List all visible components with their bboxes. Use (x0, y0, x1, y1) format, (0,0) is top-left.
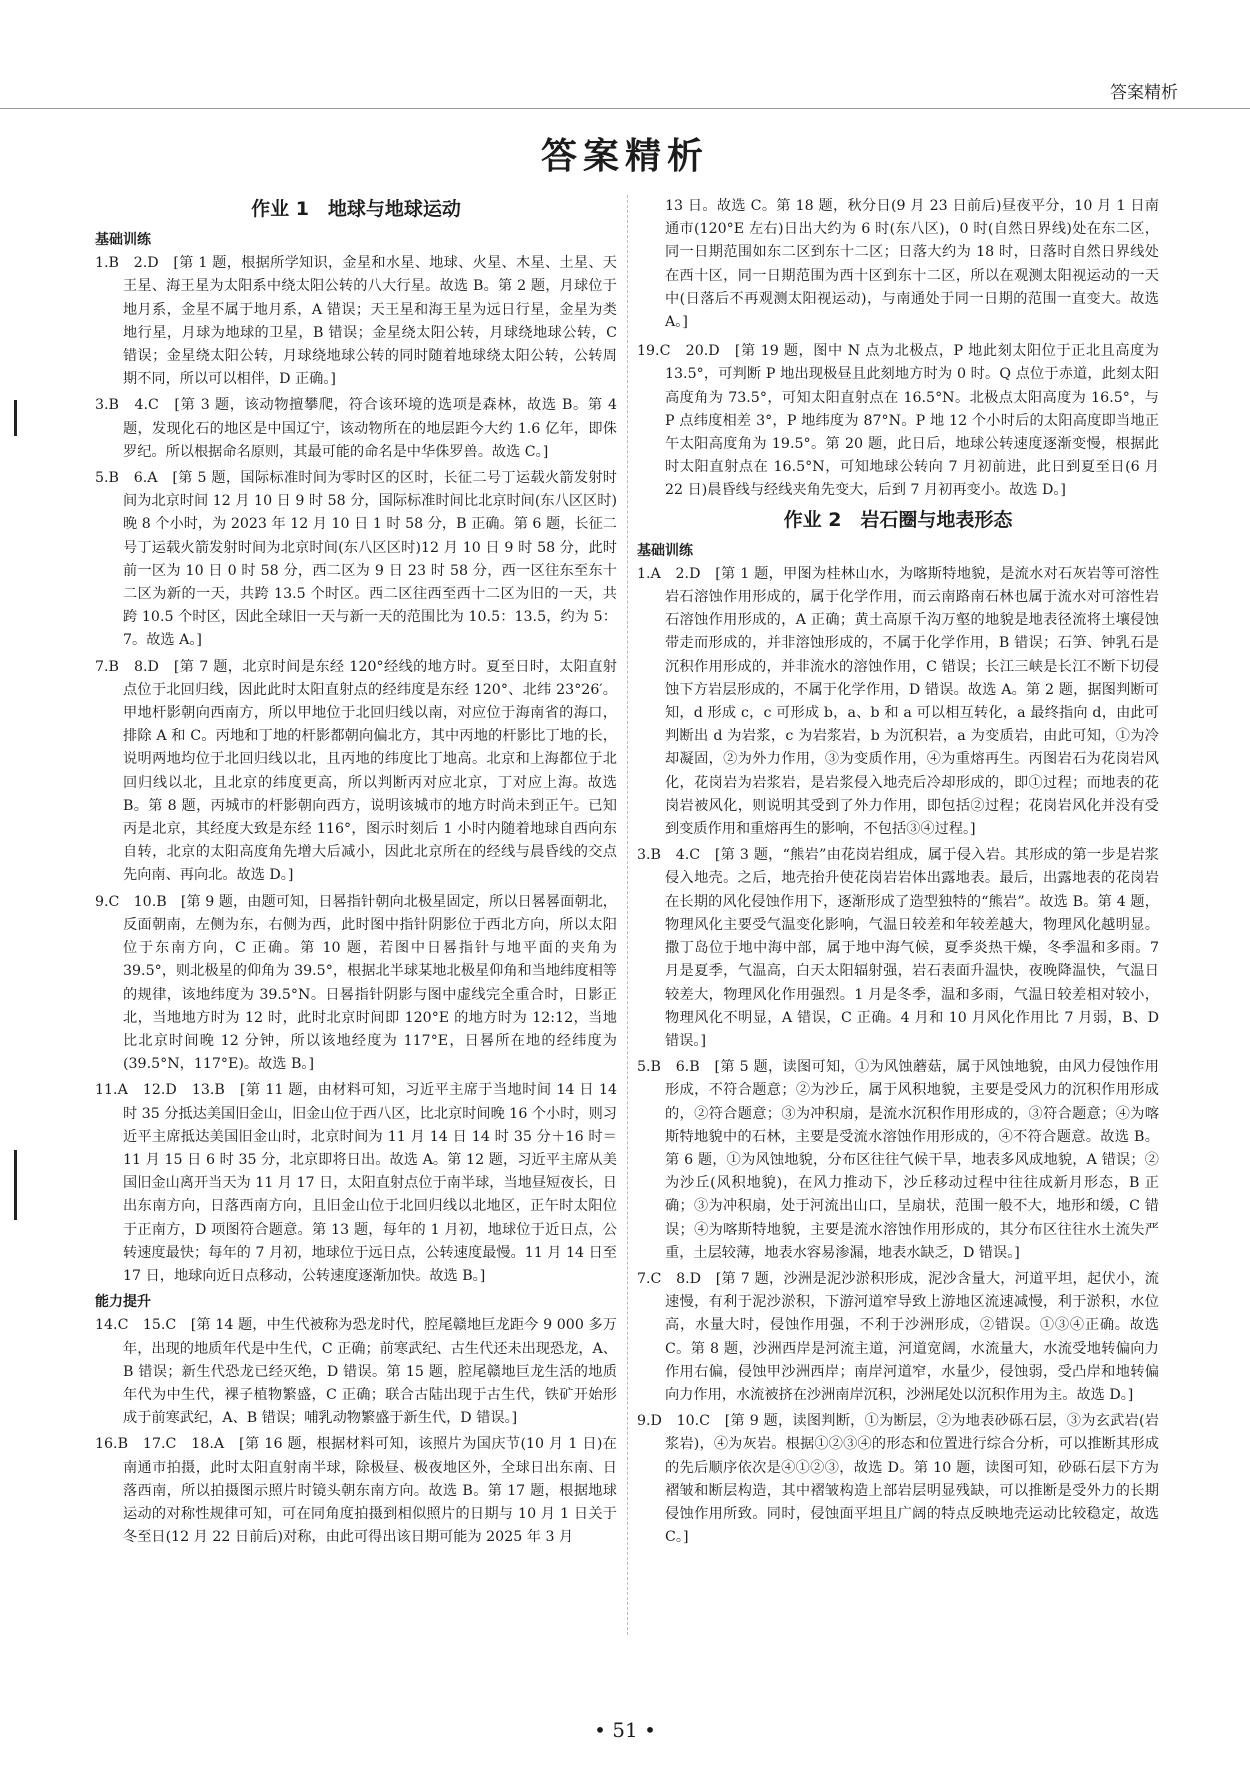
right-column (637, 195, 1159, 1552)
answer-item: 19.C 20.D [第 19 题，图中 N 点为北极点，P 地此刻太阳位于正北且高度为 13.5°，可判断 P 地出现极昼且此刻地方时为 0 时。Q 点位于赤道，此刻太阳高度角为 73.5°，可知太阳直射点在 16.5°N。北极点太阳高度为 16.5°，与 P 点纬度相差 3°，P 地纬度为 87°N。P 地 12 个小时后的太阳高度即当地正午太阳高度角为 19.5°。第 20 题，此日后，地球公转速度逐渐变慢，根据此时太阳直射点在 16.5°N，可知地球公转向 7 月初前进，此日到夏至日(6 月 22 日)晨昏线与经线夹角先变大，后到 7 月初再变小。故选 D。] (637, 343, 1159, 499)
subsection-label-advanced: 能力提升 (95, 1294, 151, 1311)
page-number: • 51 • (594, 1718, 656, 1742)
subsection-label-basic: 基础训练 (637, 542, 693, 559)
section-title-homework-2: 作业 2 岩石圈与地表形态 (783, 508, 1013, 531)
header-rule (0, 108, 1250, 109)
column-divider (627, 195, 628, 1635)
section-title-homework-1: 作业 1 地球与地球运动 (251, 198, 461, 220)
running-header: 答案精析 (1110, 83, 1178, 103)
subsection-label-basic: 基础训练 (95, 232, 151, 248)
answer-item: 1.A 2.D [第 1 题，甲图为桂林山水，为喀斯特地貌，是流水对石灰岩等可溶性岩石溶蚀作用形成的，属于化学作用，而云南路南石林也属于流水对可溶性岩石溶蚀作用形成的，A 正确；黄土高原千沟万壑的地貌是地表径流将土壤侵蚀带走而形成的，并非溶蚀形成的，不属于化学作用，B 错误；石笋、钟乳石是沉积作用形成的，并非流水的溶蚀作用，C 错误；长江三峡是长江不断下切侵蚀下方岩层形成的，不属于化学作用，D 错误。故选 A。第 2 题，据图判断可知，d 形成 c，c 可形成 b，a、b 和 a 可以相互转化，a 最终指向 d，由此可判断出 d 为岩浆，c 为岩浆岩，b 为沉积岩，a 为变质岩，由此可知，①为冷却凝固，②为外力作用，③为变质作用，④为重熔再生。丙图岩石为花岗岩风化，花岗岩为岩浆岩，是岩浆侵入地壳后冷却形成的，即①过程；而地表的花岗岩被风化，则说明其受到了外力作用，即包括②过程；花岗岩风化并没有受到变质作用和重熔再生的影响，不包括③④过程。] (637, 565, 1159, 838)
binding-mark (14, 1150, 17, 1220)
answer-item: 7.C 8.D [第 7 题，沙洲是泥沙淤积形成，泥沙含量大，河道平坦，起伏小，流速慢，有利于泥沙淤积，下游河道窄导致上游地区流速减慢，利于淤积，水位高，水量大时，侵蚀作用强，不利于沙洲形成，②错误。①③④正确。故选 C。第 8 题，沙洲西岸是河流主道，河道宽阔，水流量大，水流受地转偏向力作用右偏，侵蚀甲沙洲西岸；南岸河道窄，水量少，侵蚀弱，受凸岸和地转偏向力作用，水流被挤在沙洲南岸沉积，沙洲尾处以沉积作用为主。故选 D。] (637, 1270, 1159, 1403)
answer-item: 5.B 6.A [第 5 题，国际标准时间为零时区的区时，长征二号丁运载火箭发射时间为北京时间 12 月 10 日 9 时 58 分，国际标准时间比北京时间(东八区区时)晚 8 个小时，为 2023 年 12 月 10 日 1 时 58 分，B 正确。第 6 题，长征二号丁运载火箭发射时间为北京时间(东八区区时)12 月 10 日 9 时 58 分，此时前一区为 10 日 0 时 58 分，西二区为 9 日 23 时 58 分，西一区往东至东十二区为新的一天，共跨 13.5 个时区。西二区往西至西十二区为旧的一天，共跨 10.5 个时区，因此全球旧一天与新一天的范围比为 10.5：13.5，约为 5：7。故选 A。] (95, 470, 617, 649)
answer-item: 14.C 15.C [第 14 题，中生代被称为恐龙时代，腔尾赣地巨龙距今 9 000 多万年，出现的地质年代是中生代，C 正确；前寒武纪、古生代还未出现恐龙，A、B 错误；新生代恐龙已经灭绝，D 错误。第 15 题，腔尾赣地巨龙生活的地质年代为中生代，裸子植物繁盛，C 正确；联合古陆出现于古生代，铁矿开始形成于前寒武纪，A、B 错误；哺乳动物繁盛于新生代，D 错误。] (95, 1317, 617, 1427)
answer-item: 9.C 10.B [第 9 题，由题可知，日晷指针朝向北极星固定，所以日晷晷面朝北，反面朝南，左侧为东，右侧为西，此时图中指针阴影位于西北方向，所以太阳位于东南方向，C 正确。第 10 题，若图中日晷指针与地平面的夹角为 39.5°，则北极星的仰角为 39.5°，根据北半球某地北极星仰角和当地纬度相等的规律，该地纬度为 39.5°N。日晷指针阴影与图中虚线完全重合时，日影正北，当地地方时为 12 时，此时北京时间即 120°E 的地方时为 12:12，当地比北京时间晚 12 分钟，所以该地经度为 117°E，日晷所在地的经纬度为(39.5°N，117°E)。故选 B。] (95, 893, 617, 1073)
answer-item: 11.A 12.D 13.B [第 11 题，由材料可知，习近平主席于当地时间 14 日 14 时 35 分抵达美国旧金山，旧金山位于西八区，比北京时间晚 16 个小时，则习近平主席抵达美国旧金山时，北京时间为 11 月 14 日 14 时 35 分＋16 时＝11 月 15 日 6 时 35 分，北京即将日出。故选 A。第 12 题，习近平主席从美国旧金山离开当天为 11 月 17 日，太阳直射点位于南半球，当地昼短夜长，日出东南方向，日落西南方向，且旧金山位于北回归线以北地区，正午时太阳位于正南方，D 项图符合题意。第 13 题，每年的 1 月初，地球位于近日点，公转速度最快；每年的 7 月初，地球位于远日点，公转速度最慢。11 月 14 日至 17 日，地球向近日点移动，公转速度逐渐加快。故选 B。] (95, 1082, 617, 1284)
answer-item: 7.B 8.D [第 7 题，北京时间是东经 120°经线的地方时。夏至日时，太阳直射点位于北回归线，因此此时太阳直射点的经纬度是东经 120°、北纬 23°26′。甲地杆影朝向西南方，所以甲地位于北回归线以南，对应位于海南省的海口，排除 A 和 C。丙地和丁地的杆影都朝向偏北方，其中丙地的杆影比丁地的长，说明两地均位于北回归线以北，且丙地的纬度比丁地高。北京和上海都位于北回归线以北，且北京的纬度更高，所以判断丙对应北京，丁对应上海。故选 B。第 8 题，丙城市的杆影朝向西方，说明该城市的地方时尚未到正午。已知丙是北京，其经度大致是东经 116°，图示时刻后 1 小时内随着地球自西向东自转，北京的太阳高度角先增大后减小，因此北京所在的经线与晨昏线的交点先向南、再向北。故选 D。] (95, 658, 617, 884)
binding-mark (14, 400, 17, 436)
answer-item: 5.B 6.B [第 5 题，读图可知，①为风蚀蘑菇，属于风蚀地貌，由风力侵蚀作用形成，不符合题意；②为沙丘，属于风积地貌，主要是受风力的沉积作用形成的，②符合题意；③为冲积扇，是流水沉积作用形成的，③符合题意；④为喀斯特地貌中的石林，主要是受流水溶蚀作用形成的，④不符合题意。故选 B。第 6 题，①为风蚀地貌，分布区往往气候干旱，地表多风成地貌，A 错误；②为沙丘(风积地貌)，在风力推动下，沙丘移动过程中往往成新月形态，B 正确；③为冲积扇，处于河流出山口，呈扇状，范围一般不大，地形和缓，C 错误；④为喀斯特地貌，主要是流水溶蚀作用形成的，其分布区往往水土流失严重，土层较薄，地表水容易渗漏，地表水缺乏，D 错误。] (637, 1059, 1159, 1261)
answer-item: 16.B 17.C 18.A [第 16 题，根据材料可知，该照片为国庆节(10 月 1 日)在南通市拍摄，此时太阳直射南半球，除极昼、极夜地区外，全球日出东南、日落西南，所以拍摄图示照片时镜头朝东南方向。故选 B。第 17 题，根据地球运动的对称性规律可知，可在同角度拍摄到相似照片的日期与 10 月 1 日关于冬至日(12 月 22 日前后)对称，由此可得出该日期可能为 2025 年 3 月 (95, 1436, 617, 1546)
answer-item: 3.B 4.C [第 3 题，该动物擅攀爬，符合该环境的选项是森林，故选 B。第 4 题，发现化石的地区是中国辽宁，该动物所在的地层距今大约 1.6 亿年，即侏罗纪。所以根据命名原则，其最可能的命名是中华侏罗兽。故选 C。] (95, 397, 617, 460)
answer-item: 9.D 10.C [第 9 题，读图判断，①为断层，②为地表砂砾石层，③为玄武岩(岩浆岩)，④为灰岩。根据①②③④的形态和位置进行综合分析，可以推断其形成的先后顺序依次是④①②③，故选 D。第 10 题，读图可知，砂砾石层下方为褶皱和断层构造，其中褶皱构造上部岩层明显残缺，可以推断是受外力的长期侵蚀作用所致。同时，侵蚀面平坦且广阔的特点反映地壳运动比较稳定，故选 C。] (637, 1413, 1159, 1546)
left-column (95, 195, 617, 1552)
answer-item: 1.B 2.D [第 1 题，根据所学知识，金星和水星、地球、火星、木星、土星、天王星、海王星为太阳系中绕太阳公转的八大行星。故选 B。第 2 题，月球位于地月系，金星不属于地月系，A 错误；天王星和海王星为远日行星，金星为类地行星，月球为地球的卫星，B 错误；金星绕太阳公转，月球绕地球公转，C 错误；金星绕太阳公转，月球绕地球公转的同时随着地球绕太阳公转，公转周期不同，所以可以相伴，D 正确。] (95, 255, 617, 388)
page-title: 答案精析 (540, 136, 709, 177)
answer-item-continued: 13 日。故选 C。第 18 题，秋分日(9 月 23 日前后)昼夜平分，10 月 1 日南通市(120°E 左右)日出大约为 6 时(东八区)，0 时(自然日界线)处在东二区，同一日期范围如东二区到东十二区；日落大约为 18 时，日落时自然日界线处在西十区，同一日期范围为西十区到东十二区，所以在观测太阳视运动的一天中(日落后不再观测太阳视运动)，与南通处于同一日期的范围一直变大。故选 A。] (665, 198, 1159, 331)
answer-item: 3.B 4.C [第 3 题，“熊岩”由花岗岩组成，属于侵入岩。其形成的第一步是岩浆侵入地壳。之后，地壳抬升使花岗岩岩体出露地表。最后，出露地表的花岗岩在长期的风化侵蚀作用下，逐渐形成了造型独特的“熊岩”。故选 B。第 4 题，物理风化主要受气温变化影响，气温日较差和年较差越大，物理风化越明显。撒丁岛位于地中海中部，属于地中海气候，夏季炎热干燥，冬季温和多雨。7 月是夏季，气温高，白天太阳辐射强，岩石表面升温快，夜晚降温快，气温日较差大，物理风化作用强烈。1 月是冬季，温和多雨，气温日较差相对较小，物理风化不明显，A 错误，C 正确。4 月和 10 月风化作用比 7 月弱，B、D 错误。] (637, 847, 1159, 1049)
